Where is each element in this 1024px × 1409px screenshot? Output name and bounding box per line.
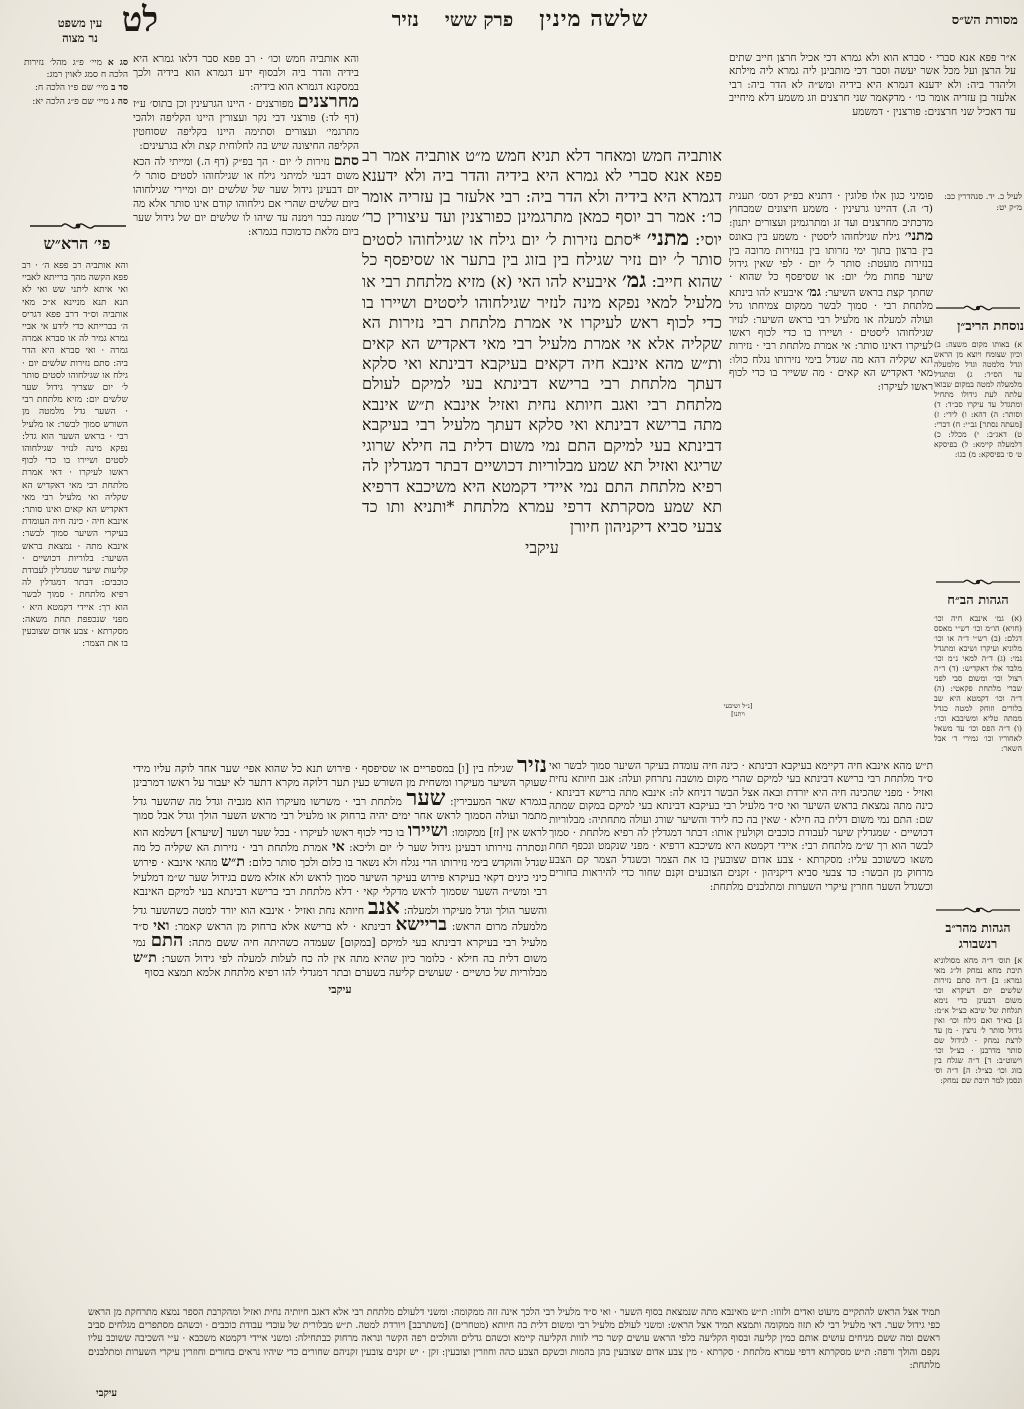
entry-text: מיי׳ שם פ״ג הלכה יא: — [32, 96, 109, 107]
tosafot-catchword: סתם — [333, 153, 359, 169]
rashi-mishnah-marker: מתני׳ — [904, 228, 933, 245]
tosafot-continuation: והא אותביה חמש וכו׳ · רב פפא סבר דלאו גמרא היא בידיה והדר ביה ולבסוף ידע דגמרא הוא בידיה ולכך במסקנא דגמרא הוא בידיה: — [133, 53, 359, 93]
tosafot-entry-text: נמי משום דלית בה חילא · כלומר כיון שהיא מתה אין לה כח לעלות למעלה לפי גידול השער: — [133, 936, 547, 965]
tosafot-entry — [133, 154, 359, 239]
rashi-body: גילח שגילחוהו ליסטין · משמע בין באונס בין ברצון בתוך ימי נזרותו בין בנזירות מרובה בין בנזירות מועטת: סותר ל׳ יום · לפי שאין גידול שיער פחות מל׳ יום: או שסיפסף כל שהוא · שחתך קצת בראש השיער: — [729, 231, 933, 299]
tosafot-catchword: אי — [332, 839, 345, 856]
mishnah-text: *סתם נזירות ל׳ יום גילח או שגילחוהו לסטים סותר ל׳ יום נזיר שגילח בין בזוג בין בתער או שסיפסף כל שהוא חייב: — [362, 229, 722, 292]
commentary-bottom-continuation: תמיד אצל הראש להתקיים מיעוט ואדים ולזוזו: ת״ש מאינבא מתה שנמצאת בסוף השער · ואי ס״ד מלעיל רבי הלכך אינה זזה ממקומה: ומשני דלעולם מלתחת רבי אלא דאגב חיותיה נחית ואזיל ומהקרבת הספר נמצא מתרחקת מן הראש כפי גידול שער. דאי מלעיל רבי לא תזוז ממקומה ותמצא תמיד אצל הראש: ומשני לעולם מלעיל רבי ומשום דלית בה חיותא (מטחרים) [משתרבב] ויורדת למטה. ת״ש מבלורית של עובדי עבודת כוכבים · וכשהם מסתפרים מגלחים סביב ראשם ומה ששם מניחים עושים אותם כמין קליעה ובסוף הקליעה כלפי הראש עושים קשר כדי לזוות הקליעה קיימא וכשהם גדלים והולכים רפה הקשר ונראה מרחוק כבתחילה: ומשני איידי דקמטא משכבא · ע״י השכיבה ששוכב עליו נקפם והולך ורפה: ת״ש מסקרתא דרפי עמרא מלתחת · סקרתא · מין צבע אדום שצובעין בהן בהמות וכשקם הצבע כהה וחוזרין וצובעין: זקן · יש זקנים צובעין זקניהם שחורים כדי שיהיו נראים בחורים וחוזרין עיקרי השערות ומתלבנים מלתחת: — [88, 1307, 940, 1371]
gemara-text — [362, 146, 722, 760]
tosafot-entry-text: ס״ד מלעיל רבי בעיקרא דבינתא בעי למיקם [במקום] שעמדה כשהיתה חיה ששם מתה: — [133, 920, 547, 950]
tosafot-hanging-word: עיקבי — [328, 982, 352, 996]
ein-mishpat-entry — [24, 58, 128, 81]
tosafot-entry-text: מפורצנים · היינו הגרעינין וכן בתוס׳ ע״ז (דף לד:) פורצני דבי נקר ועצורין היינו הקליפה ולהכי מתרגמי׳ ועצורים וסתימה היינו בקליפה שסוחטין הקליפה החיצונה שיש בה לחלוחית קצת ולא בגרעינים: — [133, 98, 359, 152]
hagahot-ranshburg-text: א] תוס׳ ד״ה מחא מסולוניא תיבת מחא נמחק ול״ג מאי גמרא: ב] ד״ה סתם נזירות שלשים יום דעיקרא וכו׳ משום דבעינן כדי נימא תגלחת של שיבא כצ״ל א״מ: ג] בא״ד ואם גילח וכו׳ ואין גידול סותר ל׳ נרצין · מן עד לרצת נמחק · לגידול שם סותר מדרבנן · כצ״ל וכו׳ וישוט״ב: ד] ד״ה שגלח בין בזוג וכו׳ כצ״ל: ה] ד״ה וס׳ ונסמן למר תיבת שם נמחק: — [934, 956, 1022, 1085]
gemara-marker: גמ׳ — [621, 267, 647, 293]
section-divider-ornament — [936, 576, 1020, 588]
tosafot-catchword: ת״ש — [221, 854, 245, 871]
tosafot-entry-text: מלתחת רבי · משרשו מעיקרו הוא מגביה וגדל מה שהשער גדל מתמר ועולה הסמוך לראש אחר ימים יהיה ברחוק או מלעיל רבי מראש השער הולך וגדל אבל סמוך לראש אין [זז] ממקומו: — [133, 794, 547, 839]
page-catchword: עיקבי — [96, 1388, 118, 1399]
tosafot-catchword: אנב — [367, 893, 400, 920]
rashi-column-middle — [729, 190, 933, 756]
tosafot-catchword: נזיר — [517, 758, 547, 778]
hagahot-ranshburg-title-line1: הגהות מהר״ב — [945, 920, 1011, 935]
tosafot-entry-text: אמרת מלתחת רבי · נזירות הא שקליה כל מה שגדל והוקדש בימי נזירותו הרי נגלח ולא נשאר בו כלום ולכך סותר כלום: — [133, 841, 547, 870]
masoret-hashas-title: מסורת הש״ס — [951, 13, 1018, 28]
tosafot-catchword: ושיירו — [407, 819, 448, 841]
entry-text: מיי׳ שם פ״ו הלכה ח: — [34, 83, 109, 93]
chapter-name: שלשה מינין — [539, 6, 649, 32]
tosafot-entry-text: דבינתא · לא ברישא אלא ברחוק מן הראש קאמר: — [174, 920, 391, 934]
rashi-body: איבעיא להו בינתא מלתחת רבי · סמוך לבשר ממקום צמיחתו גדל ועולה למעלה או מלעיל רבי בראש השיער: לנזיר שגילחוהו ליסטים · ושיירו בו כדי לכוף ראשו לעיקרו דאינו סותר: אי אמרת מלתחת רבי · נזירות הא שקליה דהא מה שגדל בימי נזירותו נגלח כולו: מאי דאקדיש הא קאים · מה ששייר בו כדי לכוף ראשו לעיקרו: — [729, 286, 933, 393]
nuschaot-title: נוסחת הריב״ן — [957, 319, 1024, 334]
marginal-gloss: [נ״ל ושיבעי ויתנו] — [723, 702, 753, 718]
gemara-body: אותביה חמש ומאחר דלא תניא חמש מ״ט אותביה אמר רב פפא אנא סברי לא גמרא היא בידיה והדר ביה ולא ידענא דגמרא היא בידיה ולא הדר ביה: רבי אלעזר בן עזריה אומר כו׳: אמר רב יוסף כמאן מתרגמינן כפורצנין ועד עיצורין כר׳ יוסי: — [362, 146, 722, 249]
tosafot-catchword: ואי — [153, 918, 170, 935]
entry-number: סד ב — [111, 83, 128, 93]
ein-mishpat-title-line2: נר מצוה — [62, 30, 98, 45]
ein-mishpat-title-line1: עין משפט — [57, 16, 103, 30]
tosafot-entry-text: בו כדי לכוף ראשו לעיקרו · בכל שער ושער [שיערא] דשלמא הוא ונסתרה נזירותו דבעינן גידול שער ל׳ יום וליכא: — [133, 825, 547, 855]
tosafot-entry-text: מבלוריות של כושיים · שעושים קליעה בשערם ובתר דמגדלי להו רפיא מלתחת אלמא תמצא בסוף — [144, 966, 547, 980]
hagahot-ranshburg-title — [932, 920, 1024, 951]
ein-mishpat-entry — [24, 83, 128, 95]
tosafot-catchword: ת״ש — [133, 949, 157, 966]
ein-mishpat-entries — [24, 58, 128, 110]
tosafot-column-upper — [133, 52, 359, 756]
hagahot-habach-text: (א) גמ׳ אינבא חיה וכו׳ (חויא) הו״מ וכו׳ רש״י מאסס דגלם: (ב) רש״י ד״ה או וכו׳ מלוניא ועיקרו ושיבא ומתגדל נמי: (ג) ד״ה למאי נ״מ וכו׳ מלבד אלו דאקדיש: (ד) ד״ה רצול וכו׳ ומשום סבי לפני שברי מלתחת פקאטי: (ה) ד״ה וכו׳ דקמטא היא שב בלורים וזוחק למטה כגדל ממתה טליא ומשיבבא וכו׳: (ו) ד״ה הפס וכו׳ עד משאל לאחוריו וכו׳ גמירי ד׳ אבל השאר: — [934, 614, 1022, 753]
hagahot-ranshburg-title-line2: רנשבורג — [958, 935, 998, 951]
tosafot-entry-text: נזירות ל׳ יום · הך בפ״ק (דף ה.) ומייתי לה הכא משום דבעי למיתני גילח או שגילחוהו לסטים סותר ל׳ יום דבעינן גידול שער של שלשים יום ומיירי שגילחוהו ביום שלשים שהרי אם גילחוהו קודם אינו סותר אלא מה שמנה כבר וימנה עד שיהו לו שלשים יום של גידול שער ביום מלאת כדמוכח בגמרא: — [133, 156, 359, 238]
tosafot-entry-text: חיותא נחת ואזיל · אינבא הוא יורד למטה כשהשער גדל מלמעלה מרום הראש: — [133, 903, 547, 934]
tosafot-catchword: מחרצנים — [297, 91, 359, 112]
hagahot-habach-title: הגהות הב״ח — [947, 593, 1009, 608]
section-divider-ornament — [936, 904, 1020, 916]
tosafot-entry — [133, 91, 359, 153]
mishnah-marker: מתני׳ — [646, 224, 690, 250]
rashi-column-lower: ת״ש מהא אינבא חיה דקיימא בעיקבא דבינתא · כינה חיה עומדת בעיקר השיער סמוך לבשר ואי ס״ד מלתחת רבי ברישא דבינתא בעי למיקם שהרי מקום מושבה נתרחק ועלה: אגב חיותא נחית ואזיל · מפני שהכינה חיה היא יורדת ובאה אצל הבשר דניחא לה: אינבא מתה ברישא דבינתא · כינה מתה נמצאת בראש השיער ואי ס״ד מלעיל רבי בעיקבא דבינתא בעי למיקם במקום שמתה שם: התם נמי משום דלית בה חילא · שאין בה כח לירד והשיער שורג ועולה מתחתיה: מבלוריות דכושיים · שמגדלין שיער לעבודת כוכבים וקולעין אותו: דבתר דמגדלין לה רפיא מלתחת · סמוך לבשר הוא רך ש״מ מלתחת רבי: איידי דקמטא היא משיכבא דרפיא · מפני שנקמט ונכפף תחת משאו כששוכב עליו: מסקרתא · צבע אדום שצובעין בו את הצמר וכשגדל הצמר קם הצבע מרחוק מן הבשר: כד צבעי סביא דיקניהון · זקנים הצובעים זקנם שחור כדי להיראות בחורים וכשגדל השער חוזרין עיקרי השערות ומתלבנים מלתחת: — [549, 760, 933, 893]
ein-mishpat-entry — [24, 97, 128, 109]
section-divider-ornament — [936, 302, 1020, 314]
entry-number: סה ג — [111, 96, 128, 107]
page-header — [360, 6, 680, 32]
tosafot-catchword: התם — [150, 930, 184, 952]
masoret-hashas-entries: לעיל כ. יד. סנהדרין כב: מ״ק יט: — [944, 192, 1022, 213]
section-divider-ornament — [30, 220, 126, 232]
tractate-name: נזיר — [391, 7, 419, 31]
gemara-hanging-word: עיקבי — [525, 537, 559, 557]
rashi-column-top: א״ר פפא אנא סברי · סברא הוא ולא גמרא דכי אכיל חרצן חייב שתים על הרצן ועל מכל אשר יעשה וסבר דכי מותבינן ליה גמרא ליה מילתא וליהדר ביה: ולא ידענא דגמרא היא בידיה ומש״ה לא הדר ביה: רבי אלעזר בן עזריה אומר כו׳ · מדקאמר שני חרצנים וזג משמע דלא מיחייב עד דאכיל שני חרצנים: פורצנין · דמשמע — [729, 52, 1016, 118]
gemara-body: איבעיא להו האי (א) מזיא מלתחת רבי או מלעיל למאי נפקא מינה לנזיר שגילחוהו ליסטים ושיירו בו כדי לכוף ראש לעיקרו אי אמרת מלתחת רבי נזירות הא שקליה אלא אי אמרת מלעיל רבי מאי דאקדיש הא קאים ות״ש מהא אינבא חיה דקאים בעיקבא דבינתא ואי סלקא דעתך מלתחת רבי ברישא דבינתא בעי למיקם לעולם מלתחת רבי ואגב חיותא נחית ואזיל אינבא ת״ש אינבא מתה ברישא דבינתא ואי סלקא דעתך מלעיל רבי בעיקבא דבינתא בעי למיקם התם נמי משום דלית בה חילא שרוגי שריגא ואזיל תא שמע מבלוריות דכושיים דבתר דמגדלין לה רפיא מלתחת התם נמי איידי דקמטא היא משיכבא דרפיא תא שמע מסקרתא דרפי עמרא מלתחת *ותניא ותו כד צבעי סביא דיקניהון חיורן — [362, 272, 722, 537]
pirush-harosh-title: פי׳ הרא״ש — [43, 234, 111, 253]
nuschaot-text: א) באותו מקום משצה: ב) וכיון שצומח ויוצא מן הראש וגדל מלמטה וגדל מלמעלה עד הס״ד: ג) ומתגדל מלמעלה למטה במקום שבואו עלתה לעת גידולו מתחיל ומתגדל עד עיקרו סב״ד: ד) וסותר: ה) דהא: ו) לידי: ז) [מעתה נסתר] גב״י: ח) דברי: ט) דאג״ב: י) מכלל: כ) דלמעלה קיימא: ל) בפיסקא ט׳ ס׳ בפיסקא: מ) בגו: — [934, 340, 1022, 459]
tosafot-entry-text: מהאי אינבא · פירוש כיני כינים דקאי בעיקרא פירוש בעיקר השיער סמוך לראש ולא אזלא משם בגידול שער ש״מ דמלעיל רבי ומש״ה השער שסמוך לראש מדקלי קאי · דלא מלתחת רבי ברישא דבינתא בעי למיקם האינבא והשער הולך וגדל מעיקרו ולמעלה: — [133, 856, 547, 917]
entry-text: מיי׳ פ״ג מהל׳ נזירות הלכה ח סמג לאוין רמג: — [24, 58, 128, 80]
daf-number: לט — [121, 0, 159, 40]
tosafot-column-lower — [133, 758, 547, 1298]
entry-number: סג א — [107, 58, 128, 68]
ein-mishpat-title — [42, 16, 118, 46]
tosafot-catchword: בריישא — [395, 914, 447, 936]
tosafot-entry-text: שגילח בין [ו] במספריים או שסיפסף · פירוש תנא כל שהוא אפי׳ שער אחד לוקה עליו מידי שעוקר השיער מעיקרו ומשחית מן השורש כעין תער דלוקה מקרא דתער לא יעבור על ראשו דמרבינן בגמרא שאר המעבירין: — [133, 762, 547, 808]
perek-label: פרק ששי — [444, 9, 514, 31]
rashi-body: פומיני כגון אלו פלוגין · דתניא בפ״ק דמס׳ תענית (ד׳ ה.) דהיינו גרעינין · משמע חיצונים שמבחוץ מדכתיב מחרצנים ועד זג ומתרגמינן ועצורים יתנון: — [729, 190, 933, 229]
pirush-harosh-text: והא אותביה רב פפא ה׳ · רב פפא הקשה מהך ברייתא לאביי ואי איתא ליתני שש ואי לא תנא תנא מניינא א״כ מאי אותביה וס״ד דרב פפא דגריס ה׳ בברייתא כדי לידע אי אביי גמרא גמיר לה או סברא אמרה גמרה · ואי סברא היא הדר ביה: סתם נזירות שלשים יום · גילח או שגילחוהו לסטים סותר ל׳ יום שצריך גידול שער שלשים יום: מזיא מלתחת רבי · השער גדל מלמטה מן השורש סמוך לבשר: או מלעיל רבי · בראש השער הוא גדל: נפקא מינה לנזיר שגילחוהו לסטים ושיירו בו כדי לכוף ראשו לעיקרו · דאי אמרת מלתחת רבי מאי דאקדיש הא שקליה ואי מלעיל רבי מאי דאקדיש הא קאים ואינו סותר: אינבא חיה · כינה חיה העומדת בעיקרי השיער סמוך לבשר: אינבא מתה · נמצאת בראש השיער: בלוריות דכושיים · קליעות שיער שמגדלין לעבודת כוכבים: דבתר דמגדלין לה רפיא מלתחת · סמוך לבשר הוא רך: איידי דקמטא היא · מפני שנכפפת תחת משאה: מסקרתא · צבע אדום שצובעין בו את הצמר: — [22, 261, 128, 650]
tosafot-catchword: שער — [406, 784, 446, 811]
rashi-gemara-marker: גמ׳ — [806, 283, 821, 299]
